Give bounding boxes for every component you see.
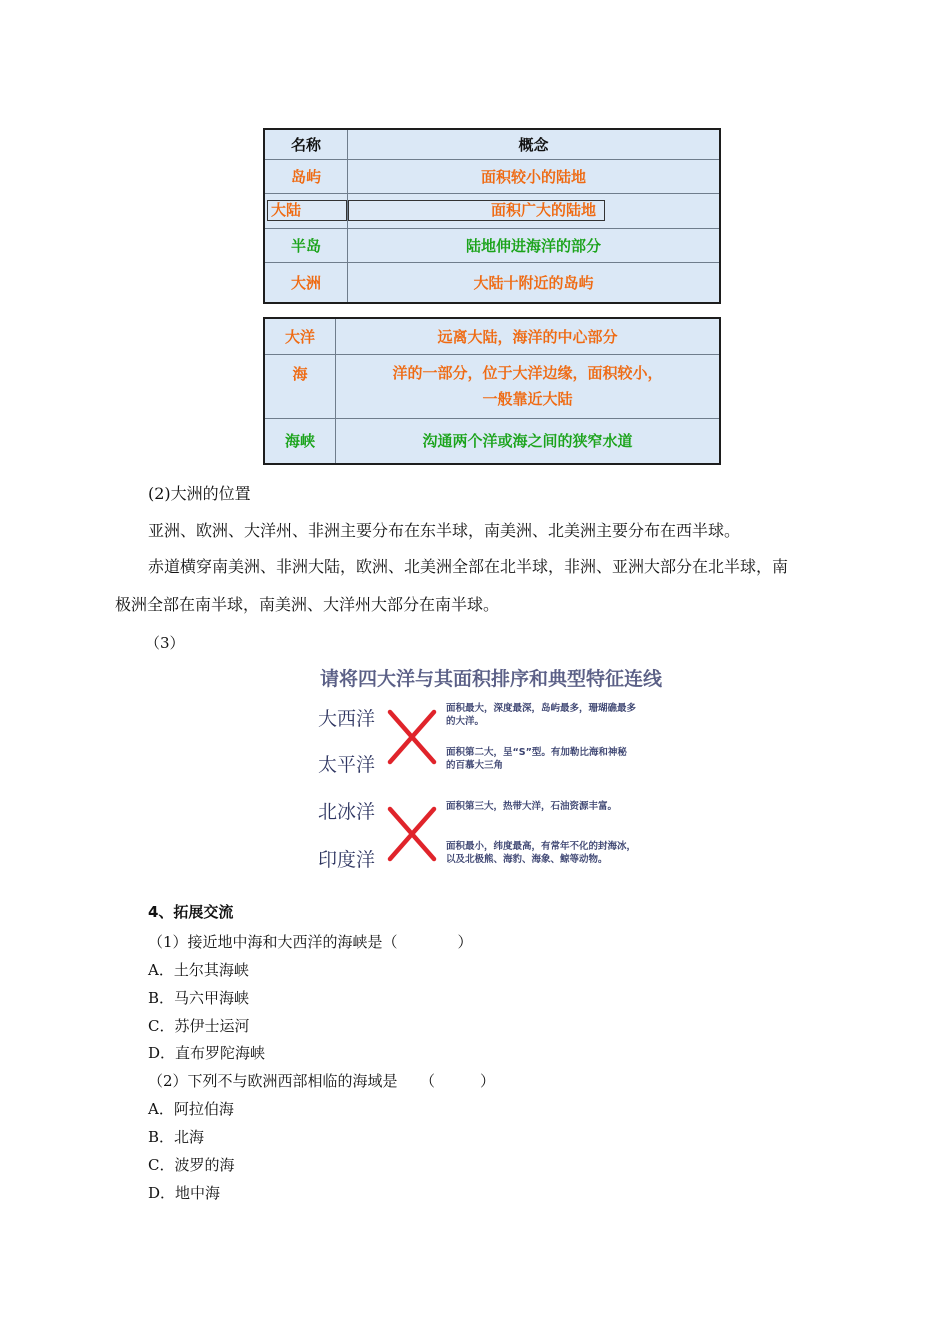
table2-concept: 沟通两个洋或海之间的狭窄水道: [336, 418, 721, 464]
question-1-option-d: D．直布罗陀海峡: [148, 1044, 266, 1062]
question-2-option-a: A．阿拉伯海: [148, 1100, 234, 1118]
question-1-option-b: B．马六甲海峡: [148, 989, 250, 1007]
table2-concept: 洋的一部分，位于大洋边缘，面积较小，: [392, 364, 663, 382]
table2-concept: 远离大陆，海洋的中心部分: [336, 318, 721, 354]
ocean-feature: 面积第三大，热带大洋，石油资源丰富。: [446, 801, 618, 812]
ocean-feature: 面积最大，深度最深，岛屿最多，珊瑚礁最多的大洋。: [446, 703, 637, 727]
ocean-label: 太平洋: [318, 754, 376, 776]
table1-concept: 面积较小的陆地: [348, 159, 721, 193]
ocean-feature: 面积第二大，呈“S”型。有加勒比海和神秘的百慕大三角: [446, 747, 627, 771]
table1-header-name: 名称: [264, 129, 348, 159]
table1-concept: 大陆十附近的岛屿: [348, 263, 721, 303]
question-1-option-c: C．苏伊士运河: [148, 1017, 250, 1035]
table2-concept-line2: 一般靠近大陆: [482, 390, 573, 408]
table2-concept-cell: [336, 354, 721, 418]
table1-term: 大洲: [264, 263, 348, 303]
figure-title: 请将四大洋与其面积排序和典型特征连线: [320, 668, 663, 690]
ocean-label: 大西洋: [318, 708, 376, 730]
table2-term: 大洋: [264, 318, 336, 354]
red-x-mark: [386, 708, 438, 766]
table1-concept-cell: [348, 194, 721, 228]
section2-paragraph-1: 亚洲、欧洲、大洋州、非洲主要分布在东半球，南美洲、北美洲主要分布在西半球。: [148, 521, 741, 540]
table1-header-concept: 概念: [348, 129, 721, 159]
table1-concept: 陆地伸进海洋的部分: [348, 228, 721, 262]
section3-heading: （3）: [145, 634, 185, 652]
ocean-feature: 面积最小，纬度最高，有常年不化的封海冰，以及北极熊、海豹、海象、鲸等动物。: [446, 841, 637, 865]
question-1-option-a: A．土尔其海峡: [148, 961, 249, 979]
table1-term: 岛屿: [264, 159, 348, 193]
table1-term: 半岛: [264, 228, 348, 262]
ocean-label: 印度洋: [318, 849, 376, 871]
table1-term: 大陆: [267, 200, 347, 221]
section2-heading: (2)大洲的位置: [148, 484, 251, 503]
section2-paragraph-2-line-1: 赤道横穿南美洲、非洲大陆，欧洲、北美洲全部在北半球，非洲、亚洲大部分在北半球，南: [148, 557, 789, 576]
question-2-stem: （2）下列不与欧洲西部相临的海域是 （ ）: [148, 1072, 496, 1090]
table1-term-cell: [264, 194, 348, 228]
section4-heading: 4、拓展交流: [148, 903, 234, 921]
concept-table-1: [263, 128, 721, 304]
question-2-option-b: B．北海: [148, 1128, 205, 1146]
table2-term: 海: [264, 354, 336, 418]
table2-term: 海峡: [264, 418, 336, 464]
red-x-mark: [386, 805, 438, 863]
question-2-option-d: D．地中海: [148, 1184, 221, 1202]
section2-paragraph-2-line-2: 极洲全部在南半球，南美洲、大洋州大部分在南半球。: [115, 595, 500, 614]
question-1-stem: （1）接近地中海和大西洋的海峡是（ ）: [148, 933, 473, 951]
concept-table-2: [263, 317, 721, 465]
ocean-label: 北冰洋: [318, 801, 376, 823]
question-2-option-c: C．波罗的海: [148, 1156, 235, 1174]
table1-concept: 面积广大的陆地: [348, 200, 605, 221]
